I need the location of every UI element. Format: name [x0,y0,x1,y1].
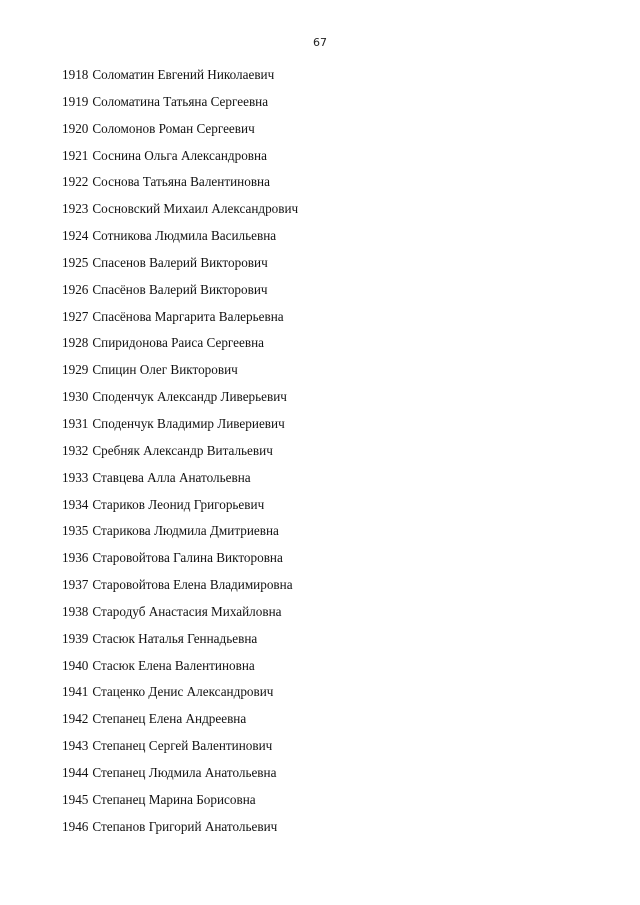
entry-name: Спасенов Валерий Викторович [92,254,268,270]
name-list [62,64,298,842]
list-item [62,681,298,708]
entry-name: Сребняк Александр Витальевич [92,442,273,458]
entry-number: 1938 [62,603,89,619]
entry-number: 1918 [62,67,89,82]
entry-number: 1920 [62,120,89,136]
entry-number: 1940 [62,657,89,673]
list-item [62,91,298,118]
entry-number: 1942 [62,711,89,727]
entry-number: 1937 [62,577,89,593]
list-item [62,252,298,279]
entry-number: 1941 [62,684,89,700]
entry-number: 1925 [62,254,89,270]
entry-number: 1929 [62,362,89,378]
entry-name: Степанец Людмила Анатольевна [92,764,277,780]
entry-name: Соломатин Евгений Николаевич [92,67,275,82]
entry-number: 1939 [62,630,89,646]
entry-name: Соснова Татьяна Валентиновна [92,174,270,190]
list-item [62,467,298,494]
list-item [62,306,298,333]
list-item [62,64,298,91]
list-item [62,735,298,762]
entry-number: 1935 [62,523,89,539]
entry-name: Старовойтова Елена Владимировна [92,577,293,593]
list-item [62,359,298,386]
entry-name: Стасюк Елена Валентиновна [92,657,255,673]
list-item [62,198,298,225]
list-item [62,386,298,413]
entry-name: Сотникова Людмила Васильевна [92,228,277,244]
list-item [62,145,298,172]
list-item [62,332,298,359]
entry-name: Спицин Олег Викторович [92,362,238,378]
entry-number: 1928 [62,335,89,351]
list-item [62,816,298,843]
list-item [62,494,298,521]
entry-number: 1921 [62,147,89,163]
entry-number: 1936 [62,550,89,566]
entry-number: 1919 [62,93,89,109]
entry-name: Соснина Ольга Александровна [92,147,267,163]
entry-number: 1946 [62,818,89,834]
entry-name: Степанец Марина Борисовна [92,791,256,807]
entry-number: 1944 [62,764,89,780]
list-item [62,547,298,574]
entry-number: 1926 [62,281,89,297]
list-item [62,440,298,467]
list-item [62,171,298,198]
list-item [62,118,298,145]
entry-name: Сосновский Михаил Александрович [92,201,299,217]
entry-name: Соломонов Роман Сергеевич [92,120,255,136]
entry-name: Спасёнова Маргарита Валерьевна [92,308,284,324]
entry-name: Стасюк Наталья Геннадьевна [92,630,258,646]
entry-name: Споденчук Владимир Ливериевич [92,415,285,431]
entry-name: Ставцева Алла Анатольевна [92,469,251,485]
list-item [62,762,298,789]
entry-name: Степанов Григорий Анатольевич [92,818,278,834]
entry-number: 1931 [62,415,89,431]
entry-number: 1945 [62,791,89,807]
entry-number: 1924 [62,228,89,244]
entry-name: Стариков Леонид Григорьевич [92,496,265,512]
entry-name: Споденчук Александр Ливерьевич [92,389,287,405]
entry-name: Стаценко Денис Александрович [92,684,274,700]
entry-number: 1922 [62,174,89,190]
entry-name: Степанец Елена Андреевна [92,711,247,727]
entry-number: 1933 [62,469,89,485]
entry-name: Старовойтова Галина Викторовна [92,550,283,566]
list-item [62,279,298,306]
entry-number: 1932 [62,442,89,458]
list-item [62,789,298,816]
entry-number: 1927 [62,308,89,324]
list-item [62,708,298,735]
list-item [62,520,298,547]
entry-name: Спиридонова Раиса Сергеевна [92,335,264,351]
entry-name: Старикова Людмила Дмитриевна [92,523,279,539]
list-item [62,413,298,440]
entry-name: Стародуб Анастасия Михайловна [92,603,282,619]
list-item [62,225,298,252]
list-item [62,628,298,655]
entry-number: 1930 [62,389,89,405]
entry-name: Спасёнов Валерий Викторович [92,281,268,297]
entry-number: 1943 [62,738,89,754]
list-item [62,655,298,682]
entry-number: 1923 [62,201,89,217]
list-item [62,574,298,601]
entry-number: 1934 [62,496,89,512]
list-item [62,601,298,628]
entry-name: Соломатина Татьяна Сергеевна [92,93,269,109]
page-number: 67 [313,36,327,49]
entry-name: Степанец Сергей Валентинович [92,738,273,754]
